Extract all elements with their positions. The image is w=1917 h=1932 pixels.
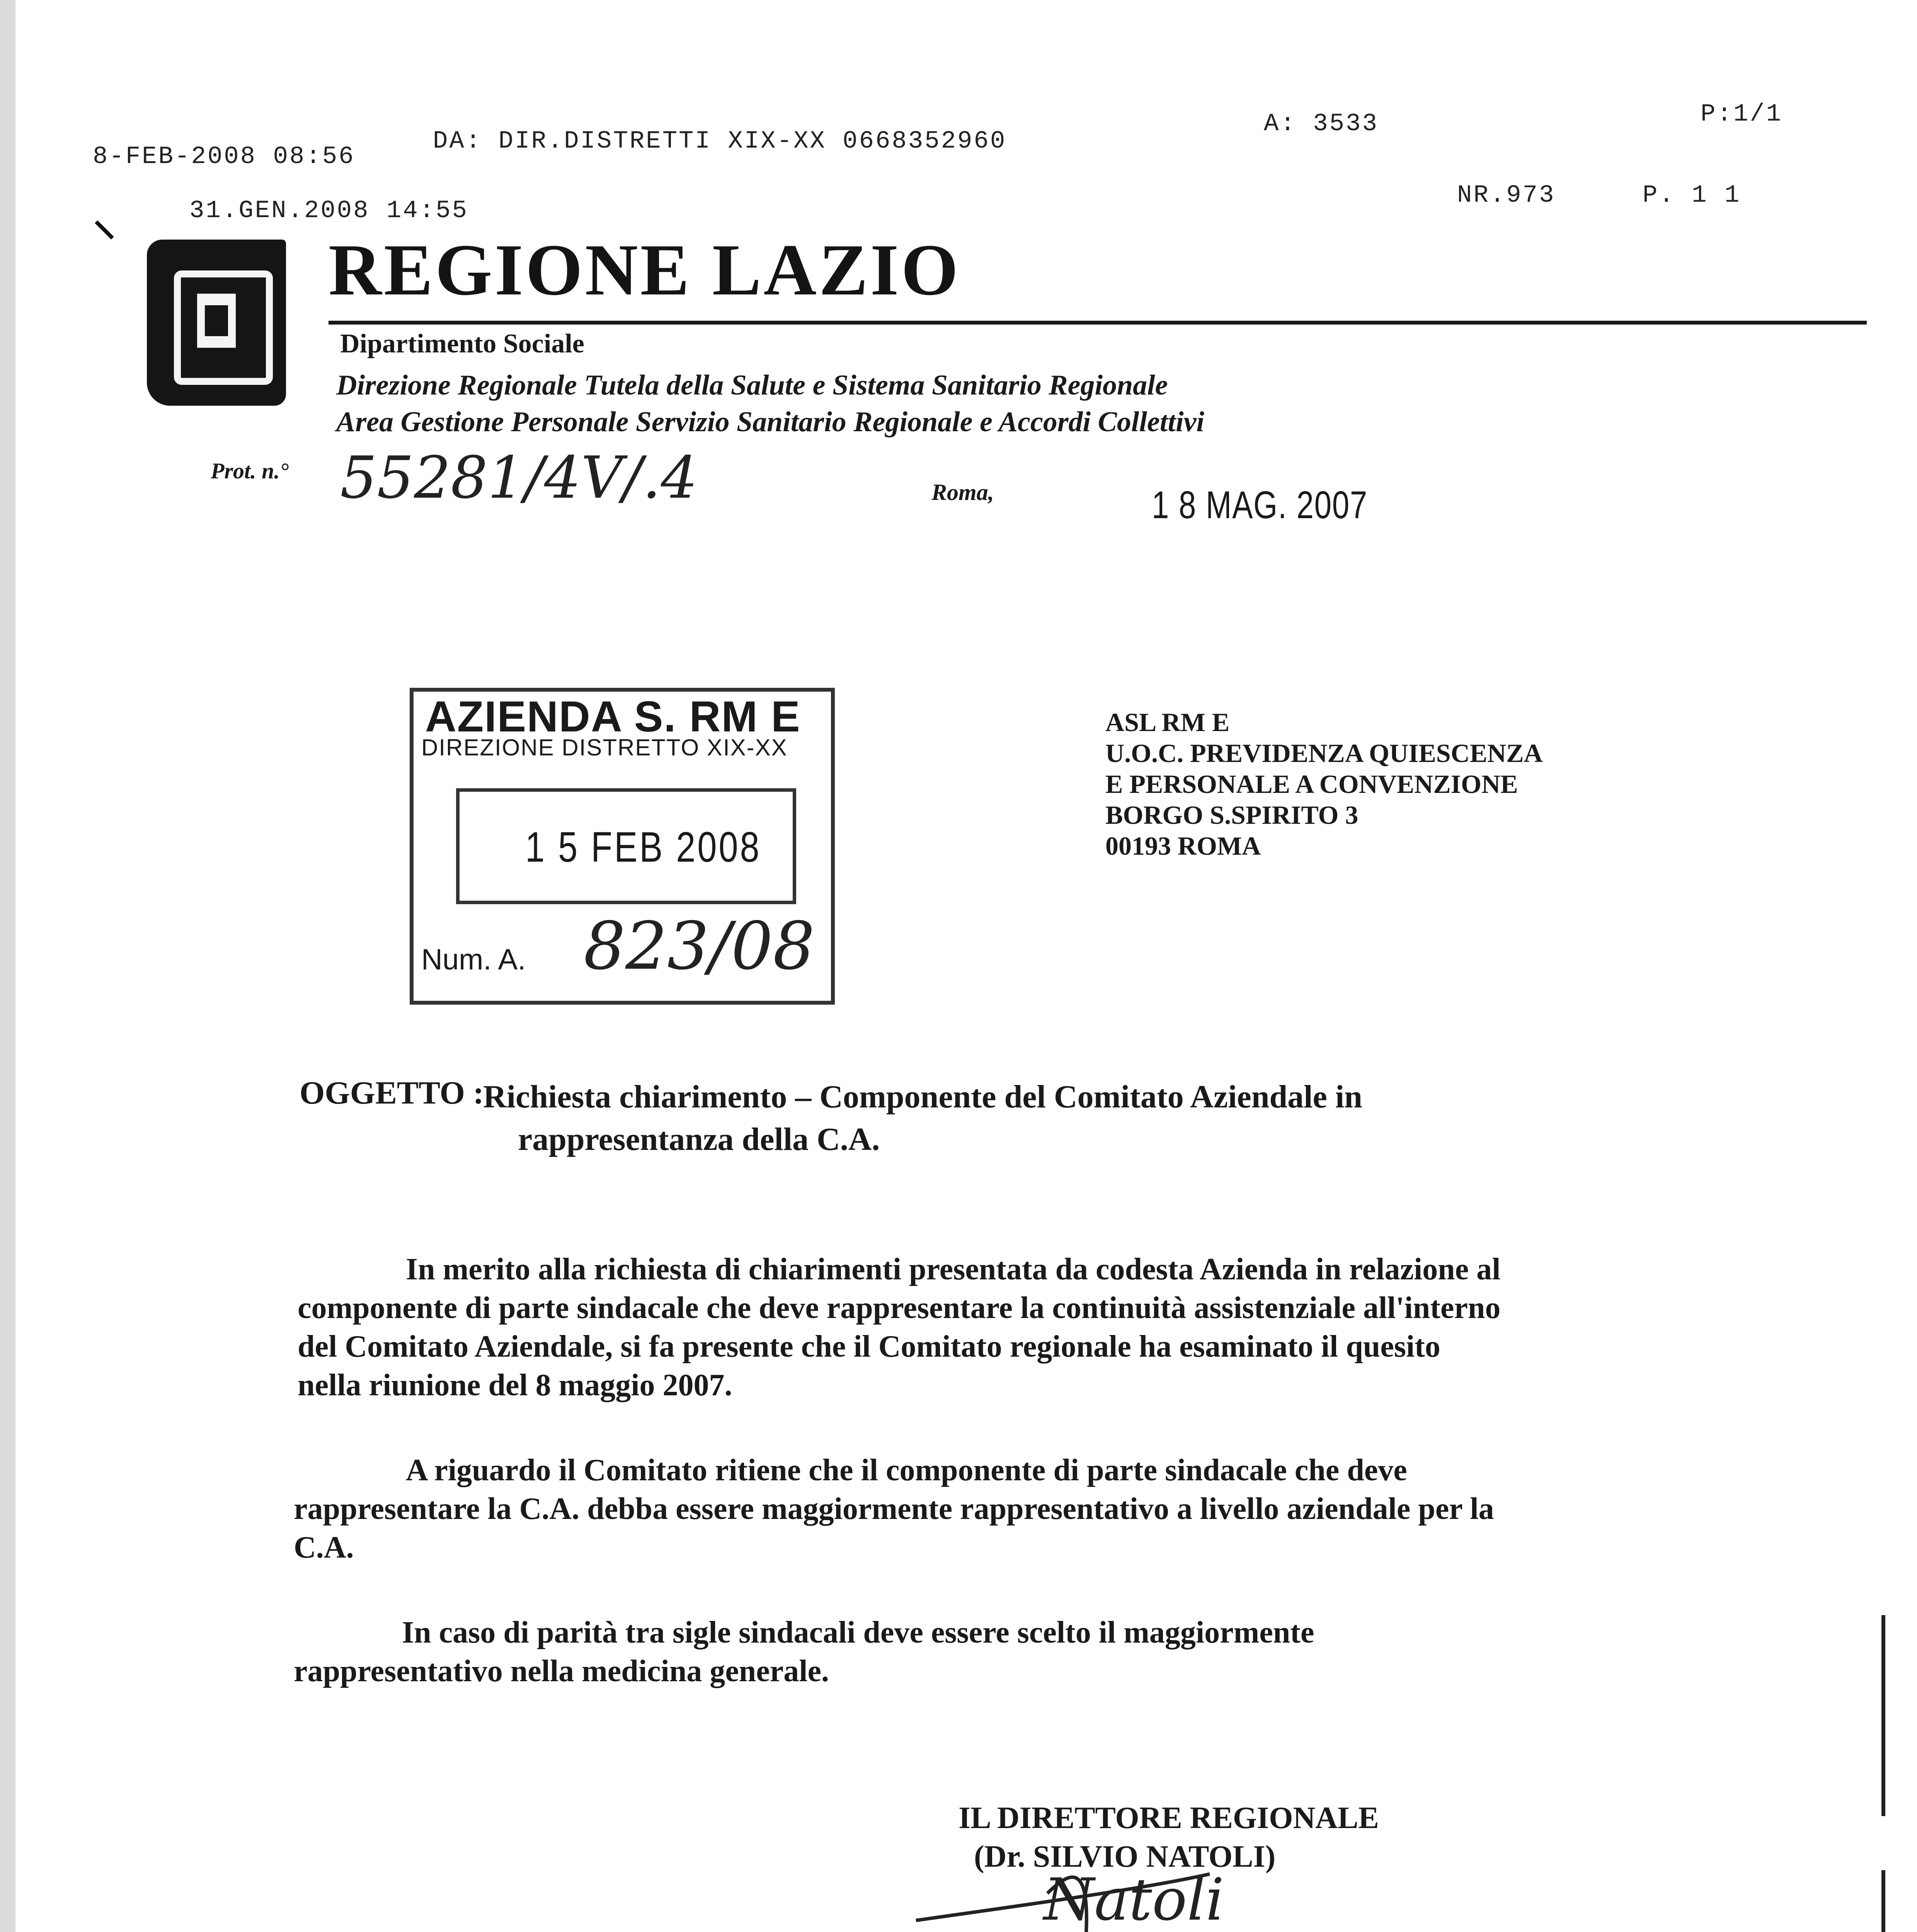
subject-label: OGGETTO : (300, 1075, 484, 1111)
director-title: IL DIRETTORE REGIONALE (958, 1801, 1379, 1835)
fax-top-page: P:1/1 (1701, 100, 1783, 128)
recipient-line: ASL RM E (1105, 707, 1230, 737)
direction-name: Direzione Regionale Tutela della Salute e Sistema Sanitario Regionale (336, 369, 1168, 401)
subject-line1: Richiesta chiarimento – Componente del Comitato Aziendale in (483, 1079, 1362, 1115)
body-p2-line2: rappresentare la C.A. debba essere maggiormente rappresentativo a livello aziendale per la (294, 1492, 1494, 1526)
fax-second-page: P. 1 1 (1643, 182, 1741, 209)
fax-top-date: 8-FEB-2008 08:56 (93, 143, 355, 171)
letterhead-title: REGIONE LAZIO (329, 230, 961, 311)
letterhead-rule (329, 321, 1867, 325)
stamp-num-value: 823/08 (584, 908, 815, 985)
department-name: Dipartimento Sociale (340, 329, 584, 359)
scan-edge (0, 0, 15, 1932)
place: Roma, (931, 480, 994, 505)
body-p2-line3: C.A. (294, 1531, 354, 1565)
recipient-line: BORGO S.SPIRITO 3 (1105, 800, 1359, 830)
scan-artifact-bar (1881, 1870, 1885, 1932)
protocol-date: 1 8 MAG. 2007 (1152, 483, 1368, 527)
reception-stamp (410, 688, 835, 1005)
stamp-date-box (456, 788, 796, 904)
stamp-num-label: Num. A. (421, 943, 526, 976)
fax-mark (95, 220, 114, 239)
recipient-line: 00193 ROMA (1105, 831, 1261, 861)
fax-second-nr: NR.973 (1457, 182, 1556, 209)
fax-second-time: 14:55 (386, 197, 469, 225)
stamp-line2: DIREZIONE DISTRETTO XIX-XX (421, 735, 788, 760)
area-name: Area Gestione Personale Servizio Sanitario Regionale e Accordi Collettivi (336, 406, 1204, 438)
body-p1-line4: nella riunione del 8 maggio 2007. (298, 1368, 732, 1402)
stamp-line1: AZIENDA S. RM E (425, 692, 801, 741)
body-p1-line3: del Comitato Aziendale, si fa presente che il Comitato regionale ha esaminato il quesito (298, 1330, 1440, 1364)
body-p2-line1: A riguardo il Comitato ritiene che il componente di parte sindacale che deve (406, 1453, 1407, 1487)
scan-artifact-bar (1881, 1615, 1885, 1816)
fax-second-date: 31.GEN.2008 (189, 197, 370, 225)
fax-top-to: A: 3533 (1264, 110, 1379, 138)
region-logo (147, 240, 286, 406)
protocol-label: Prot. n.° (211, 458, 289, 483)
director-signature-text: Natoli (1044, 1866, 1224, 1932)
director-name: (Dr. SILVIO NATOLI) (974, 1840, 1276, 1874)
body-p1-line2: componente di parte sindacale che deve rappresentare la continuità assistenziale all'interno (298, 1291, 1501, 1325)
body-p1-line1: In merito alla richiesta di chiarimenti presentata da codesta Azienda in relazione al (406, 1252, 1501, 1286)
recipient-line: U.O.C. PREVIDENZA QUIESCENZA (1105, 738, 1543, 768)
stamp-date: 1 5 FEB 2008 (525, 823, 761, 871)
subject-line2: rappresentanza della C.A. (518, 1121, 880, 1157)
recipient-line: E PERSONALE A CONVENZIONE (1105, 769, 1518, 799)
body-p3-line2: rappresentativo nella medicina generale. (294, 1654, 829, 1688)
body-p3-line1: In caso di parità tra sigle sindacali deve essere scelto il maggiormente (402, 1616, 1314, 1650)
protocol-number: 55281/4V/.4 (340, 444, 698, 512)
fax-top-from: DA: DIR.DISTRETTI XIX-XX 0668352960 (433, 128, 1007, 155)
